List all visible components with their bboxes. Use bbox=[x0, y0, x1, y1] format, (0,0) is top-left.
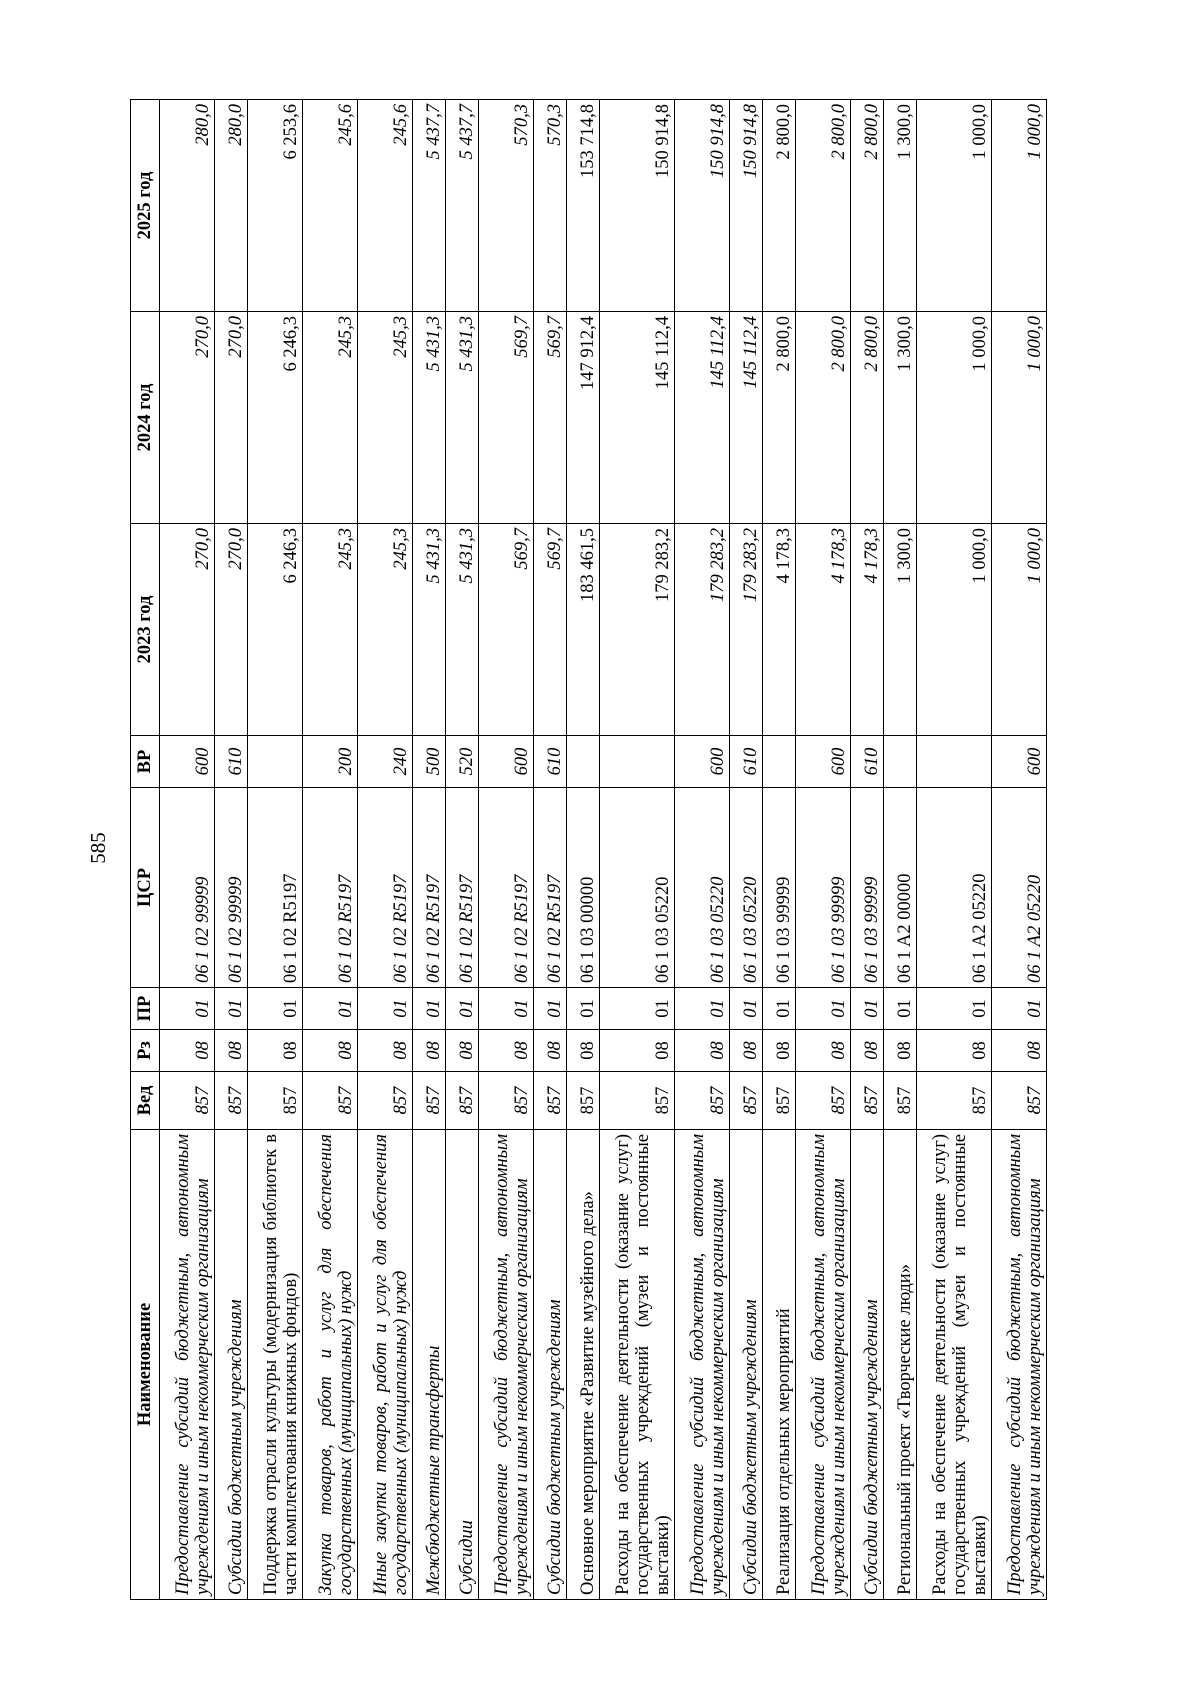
header-2025: 2025 год bbox=[131, 100, 160, 312]
cell-pr: 01 bbox=[992, 988, 1047, 1030]
cell-pr: 01 bbox=[413, 988, 446, 1030]
cell-csr: 06 1 02 R5197 bbox=[479, 788, 534, 988]
cell-2025: 150 914,8 bbox=[730, 100, 763, 312]
cell-2025: 2 800,0 bbox=[851, 100, 884, 312]
cell-vr bbox=[917, 736, 992, 788]
page-number: 585 bbox=[86, 832, 110, 864]
cell-2024: 245,3 bbox=[358, 312, 413, 524]
cell-csr: 06 1 02 99999 bbox=[160, 788, 215, 988]
cell-name: Расходы на обеспечение деятельности (оказание услуг) государственных учреждений (музеи и постоянные выставки) bbox=[600, 1130, 675, 1600]
cell-rz: 08 bbox=[917, 1030, 992, 1072]
cell-2023: 569,7 bbox=[534, 524, 567, 736]
cell-ved: 857 bbox=[160, 1072, 215, 1130]
cell-2025: 1 000,0 bbox=[992, 100, 1047, 312]
table-row bbox=[567, 100, 600, 1600]
cell-vr: 240 bbox=[358, 736, 413, 788]
cell-ved: 857 bbox=[763, 1072, 796, 1130]
cell-vr: 610 bbox=[730, 736, 763, 788]
cell-2024: 1 300,0 bbox=[884, 312, 917, 524]
cell-csr: 06 1 02 R5197 bbox=[248, 788, 303, 988]
cell-vr: 610 bbox=[215, 736, 248, 788]
header-row bbox=[131, 100, 160, 1600]
cell-2025: 153 714,8 bbox=[567, 100, 600, 312]
cell-2023: 270,0 bbox=[215, 524, 248, 736]
cell-ved: 857 bbox=[446, 1072, 479, 1130]
cell-ved: 857 bbox=[917, 1072, 992, 1130]
cell-2025: 280,0 bbox=[160, 100, 215, 312]
cell-name: Основное мероприятие «Развитие музейного дела» bbox=[567, 1130, 600, 1600]
cell-ved: 857 bbox=[600, 1072, 675, 1130]
cell-ved: 857 bbox=[413, 1072, 446, 1130]
cell-2025: 150 914,8 bbox=[600, 100, 675, 312]
table-row bbox=[884, 100, 917, 1600]
cell-ved: 857 bbox=[358, 1072, 413, 1130]
cell-2024: 6 246,3 bbox=[248, 312, 303, 524]
cell-csr: 06 1 02 R5197 bbox=[446, 788, 479, 988]
cell-pr: 01 bbox=[851, 988, 884, 1030]
cell-ved: 857 bbox=[796, 1072, 851, 1130]
cell-vr: 520 bbox=[446, 736, 479, 788]
cell-2023: 4 178,3 bbox=[763, 524, 796, 736]
table-row bbox=[446, 100, 479, 1600]
rotated-table-area bbox=[130, 100, 1045, 1600]
cell-csr: 06 1 03 05220 bbox=[730, 788, 763, 988]
cell-ved: 857 bbox=[215, 1072, 248, 1130]
cell-2023: 6 246,3 bbox=[248, 524, 303, 736]
cell-csr: 06 1 02 R5197 bbox=[413, 788, 446, 988]
cell-2024: 147 912,4 bbox=[567, 312, 600, 524]
cell-name: Поддержка отрасли культуры (модернизация библиотек в части комплектования книжных фондов) bbox=[248, 1130, 303, 1600]
cell-rz: 08 bbox=[160, 1030, 215, 1072]
cell-pr: 01 bbox=[567, 988, 600, 1030]
cell-ved: 857 bbox=[303, 1072, 358, 1130]
cell-name: Предоставление субсидий бюджетным, автономным учреждениям и иным некоммерческим организациям bbox=[675, 1130, 730, 1600]
cell-rz: 08 bbox=[479, 1030, 534, 1072]
cell-2025: 1 300,0 bbox=[884, 100, 917, 312]
table-row bbox=[479, 100, 534, 1600]
header-name: Наименование bbox=[131, 1130, 160, 1600]
table-row bbox=[600, 100, 675, 1600]
cell-name: Межбюджетные трансферты bbox=[413, 1130, 446, 1600]
table-header bbox=[131, 100, 160, 1600]
cell-2023: 1 300,0 bbox=[884, 524, 917, 736]
cell-2024: 569,7 bbox=[534, 312, 567, 524]
table-row bbox=[796, 100, 851, 1600]
cell-vr: 610 bbox=[851, 736, 884, 788]
table-row bbox=[763, 100, 796, 1600]
table-row bbox=[248, 100, 303, 1600]
cell-pr: 01 bbox=[730, 988, 763, 1030]
cell-name: Субсидии бюджетным учреждениям bbox=[534, 1130, 567, 1600]
cell-rz: 08 bbox=[851, 1030, 884, 1072]
cell-csr: 06 1 03 99999 bbox=[796, 788, 851, 988]
cell-rz: 08 bbox=[600, 1030, 675, 1072]
cell-name: Предоставление субсидий бюджетным, автономным учреждениям и иным некоммерческим организациям bbox=[796, 1130, 851, 1600]
cell-2023: 179 283,2 bbox=[675, 524, 730, 736]
cell-2024: 2 800,0 bbox=[796, 312, 851, 524]
cell-2023: 183 461,5 bbox=[567, 524, 600, 736]
cell-2024: 5 431,3 bbox=[446, 312, 479, 524]
cell-2023: 245,3 bbox=[303, 524, 358, 736]
cell-2025: 570,3 bbox=[479, 100, 534, 312]
cell-ved: 857 bbox=[248, 1072, 303, 1130]
cell-name: Субсидии бюджетным учреждениям bbox=[215, 1130, 248, 1600]
cell-ved: 857 bbox=[992, 1072, 1047, 1130]
cell-vr: 600 bbox=[675, 736, 730, 788]
cell-pr: 01 bbox=[884, 988, 917, 1030]
cell-2024: 5 431,3 bbox=[413, 312, 446, 524]
cell-2024: 145 112,4 bbox=[675, 312, 730, 524]
table-row bbox=[534, 100, 567, 1600]
cell-2023: 179 283,2 bbox=[600, 524, 675, 736]
cell-2023: 5 431,3 bbox=[446, 524, 479, 736]
cell-rz: 08 bbox=[413, 1030, 446, 1072]
cell-rz: 08 bbox=[884, 1030, 917, 1072]
cell-rz: 08 bbox=[358, 1030, 413, 1072]
cell-pr: 01 bbox=[446, 988, 479, 1030]
cell-pr: 01 bbox=[534, 988, 567, 1030]
cell-pr: 01 bbox=[358, 988, 413, 1030]
cell-pr: 01 bbox=[675, 988, 730, 1030]
table-row bbox=[917, 100, 992, 1600]
cell-2025: 5 437,7 bbox=[413, 100, 446, 312]
header-csr: ЦСР bbox=[131, 788, 160, 988]
cell-2024: 2 800,0 bbox=[763, 312, 796, 524]
cell-2024: 245,3 bbox=[303, 312, 358, 524]
cell-2025: 2 800,0 bbox=[796, 100, 851, 312]
table-row bbox=[160, 100, 215, 1600]
cell-vr: 600 bbox=[479, 736, 534, 788]
table-body bbox=[160, 100, 1047, 1600]
cell-2024: 270,0 bbox=[160, 312, 215, 524]
cell-ved: 857 bbox=[730, 1072, 763, 1130]
cell-vr: 600 bbox=[992, 736, 1047, 788]
cell-pr: 01 bbox=[796, 988, 851, 1030]
table-row bbox=[215, 100, 248, 1600]
cell-vr bbox=[567, 736, 600, 788]
cell-2023: 4 178,3 bbox=[851, 524, 884, 736]
cell-vr: 200 bbox=[303, 736, 358, 788]
cell-ved: 857 bbox=[851, 1072, 884, 1130]
cell-csr: 06 1 A2 00000 bbox=[884, 788, 917, 988]
cell-vr bbox=[884, 736, 917, 788]
table-row bbox=[675, 100, 730, 1600]
cell-csr: 06 1 A2 05220 bbox=[992, 788, 1047, 988]
cell-pr: 01 bbox=[600, 988, 675, 1030]
cell-pr: 01 bbox=[917, 988, 992, 1030]
table-row bbox=[413, 100, 446, 1600]
cell-csr: 06 1 03 05220 bbox=[675, 788, 730, 988]
cell-csr: 06 1 03 99999 bbox=[851, 788, 884, 988]
cell-2025: 280,0 bbox=[215, 100, 248, 312]
cell-rz: 08 bbox=[763, 1030, 796, 1072]
cell-name: Субсидии bbox=[446, 1130, 479, 1600]
cell-pr: 01 bbox=[479, 988, 534, 1030]
cell-pr: 01 bbox=[303, 988, 358, 1030]
header-pr: ПР bbox=[131, 988, 160, 1030]
cell-csr: 06 1 03 00000 bbox=[567, 788, 600, 988]
cell-name: Предоставление субсидий бюджетным, автономным учреждениям и иным некоммерческим организациям bbox=[992, 1130, 1047, 1600]
cell-csr: 06 1 A2 05220 bbox=[917, 788, 992, 988]
cell-name: Закупка товаров, работ и услуг для обеспечения государственных (муниципальных) нужд bbox=[303, 1130, 358, 1600]
cell-rz: 08 bbox=[567, 1030, 600, 1072]
cell-csr: 06 1 03 99999 bbox=[763, 788, 796, 988]
cell-csr: 06 1 02 R5197 bbox=[303, 788, 358, 988]
table-row bbox=[992, 100, 1047, 1600]
cell-vr bbox=[248, 736, 303, 788]
cell-name: Предоставление субсидий бюджетным, автономным учреждениям и иным некоммерческим организациям bbox=[479, 1130, 534, 1600]
cell-2023: 179 283,2 bbox=[730, 524, 763, 736]
cell-2023: 569,7 bbox=[479, 524, 534, 736]
cell-2023: 4 178,3 bbox=[796, 524, 851, 736]
header-vr: ВР bbox=[131, 736, 160, 788]
cell-csr: 06 1 02 99999 bbox=[215, 788, 248, 988]
cell-ved: 857 bbox=[675, 1072, 730, 1130]
cell-2025: 150 914,8 bbox=[675, 100, 730, 312]
cell-ved: 857 bbox=[534, 1072, 567, 1130]
cell-ved: 857 bbox=[479, 1072, 534, 1130]
cell-2023: 245,3 bbox=[358, 524, 413, 736]
cell-vr: 600 bbox=[796, 736, 851, 788]
cell-pr: 01 bbox=[215, 988, 248, 1030]
cell-2024: 2 800,0 bbox=[851, 312, 884, 524]
cell-vr: 500 bbox=[413, 736, 446, 788]
header-rz: Рз bbox=[131, 1030, 160, 1072]
cell-name: Региональный проект «Творческие люди» bbox=[884, 1130, 917, 1600]
cell-vr bbox=[763, 736, 796, 788]
table-row bbox=[730, 100, 763, 1600]
cell-pr: 01 bbox=[248, 988, 303, 1030]
cell-2025: 2 800,0 bbox=[763, 100, 796, 312]
cell-name: Субсидии бюджетным учреждениям bbox=[851, 1130, 884, 1600]
cell-name: Субсидии бюджетным учреждениям bbox=[730, 1130, 763, 1600]
cell-2023: 1 000,0 bbox=[992, 524, 1047, 736]
cell-rz: 08 bbox=[534, 1030, 567, 1072]
cell-2024: 1 000,0 bbox=[917, 312, 992, 524]
cell-pr: 01 bbox=[160, 988, 215, 1030]
cell-2025: 245,6 bbox=[358, 100, 413, 312]
cell-2024: 145 112,4 bbox=[600, 312, 675, 524]
cell-vr: 610 bbox=[534, 736, 567, 788]
cell-csr: 06 1 02 R5197 bbox=[534, 788, 567, 988]
table-row bbox=[851, 100, 884, 1600]
cell-2023: 1 000,0 bbox=[917, 524, 992, 736]
cell-rz: 08 bbox=[730, 1030, 763, 1072]
cell-rz: 08 bbox=[446, 1030, 479, 1072]
header-2024: 2024 год bbox=[131, 312, 160, 524]
cell-ved: 857 bbox=[567, 1072, 600, 1130]
cell-vr: 600 bbox=[160, 736, 215, 788]
cell-2024: 1 000,0 bbox=[992, 312, 1047, 524]
cell-2024: 145 112,4 bbox=[730, 312, 763, 524]
cell-2023: 5 431,3 bbox=[413, 524, 446, 736]
header-2023: 2023 год bbox=[131, 524, 160, 736]
cell-rz: 08 bbox=[992, 1030, 1047, 1072]
cell-2023: 270,0 bbox=[160, 524, 215, 736]
cell-rz: 08 bbox=[796, 1030, 851, 1072]
cell-pr: 01 bbox=[763, 988, 796, 1030]
cell-2024: 270,0 bbox=[215, 312, 248, 524]
cell-2025: 245,6 bbox=[303, 100, 358, 312]
cell-2025: 5 437,7 bbox=[446, 100, 479, 312]
cell-name: Реализация отдельных мероприятий bbox=[763, 1130, 796, 1600]
cell-2025: 6 253,6 bbox=[248, 100, 303, 312]
cell-csr: 06 1 03 05220 bbox=[600, 788, 675, 988]
cell-vr bbox=[600, 736, 675, 788]
cell-rz: 08 bbox=[248, 1030, 303, 1072]
cell-name: Иные закупки товаров, работ и услуг для обеспечения государственных (муниципальных) нужд bbox=[358, 1130, 413, 1600]
cell-csr: 06 1 02 R5197 bbox=[358, 788, 413, 988]
budget-table bbox=[130, 99, 1047, 1600]
cell-rz: 08 bbox=[215, 1030, 248, 1072]
cell-ved: 857 bbox=[884, 1072, 917, 1130]
cell-2025: 570,3 bbox=[534, 100, 567, 312]
cell-name: Расходы на обеспечение деятельности (оказание услуг) государственных учреждений (музеи и постоянные выставки) bbox=[917, 1130, 992, 1600]
cell-rz: 08 bbox=[303, 1030, 358, 1072]
cell-2025: 1 000,0 bbox=[917, 100, 992, 312]
cell-name: Предоставление субсидий бюджетным, автономным учреждениям и иным некоммерческим организациям bbox=[160, 1130, 215, 1600]
table-row bbox=[303, 100, 358, 1600]
cell-rz: 08 bbox=[675, 1030, 730, 1072]
table-row bbox=[358, 100, 413, 1600]
cell-2024: 569,7 bbox=[479, 312, 534, 524]
header-ved: Вед bbox=[131, 1072, 160, 1130]
